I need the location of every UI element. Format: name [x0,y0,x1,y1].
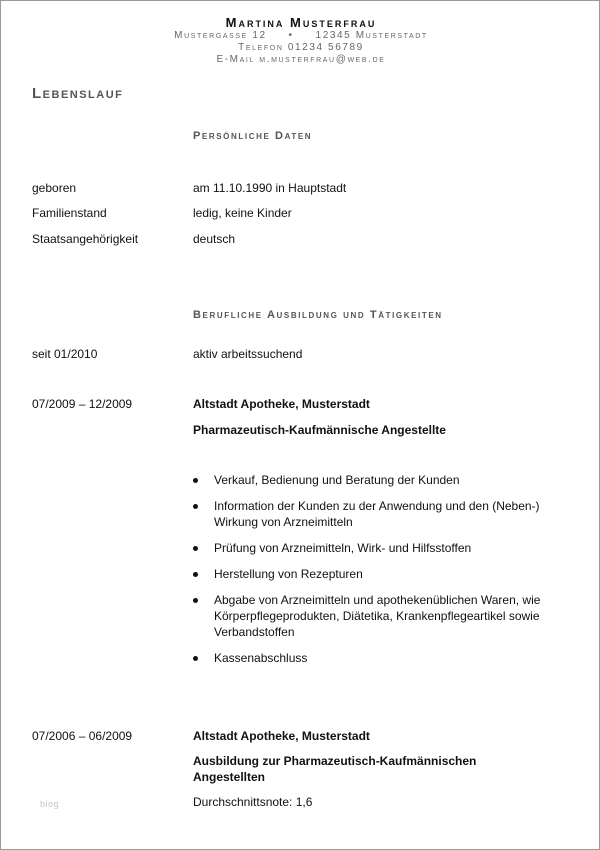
career-period-3: 07/2006 – 06/2009 [32,729,133,743]
personal-value-nationality: deutsch [193,232,236,246]
bullet-icon [193,504,198,509]
phone-line: Telefon 01234 56789 [238,42,364,53]
section-title-career: Berufliche Ausbildung und Tätigkeiten [193,309,443,321]
bullet-icon [193,546,198,551]
career-employer-3: Altstadt Apotheke, Musterstadt [193,729,370,743]
watermark: blog [40,799,60,809]
personal-value-marital: ledig, keine Kinder [193,206,292,220]
list-item: Verkauf, Bedienung und Beratung der Kunden [193,472,553,488]
career-period-2: 07/2009 – 12/2009 [32,397,133,411]
personal-label-marital: Familienstand [32,206,107,220]
list-item: Prüfung von Arzneimitteln, Wirk- und Hilfsstoffen [193,540,553,556]
career-position-3: Ausbildung zur Pharmazeutisch-Kaufmännischen Angestellten [193,754,477,784]
list-item: Information der Kunden zu der Anwendung und den (Neben-) Wirkung von Arzneimitteln [193,498,553,530]
section-title-personal: Persönliche Daten [193,130,313,142]
bullet-icon [193,656,198,661]
address-line: Mustergasse 12 • 12345 Musterstadt [174,30,428,41]
list-item: Abgabe von Arzneimitteln und apothekenüblichen Waren, wie Körperpflegeprodukten, Diätetika, Krankenpflegeartikel sowie Verbandstoffen [193,592,553,640]
bullet-icon [193,598,198,603]
list-item: Kassenabschluss [193,650,553,666]
personal-label-birth: geboren [32,181,77,195]
career-employer-2: Altstadt Apotheke, Musterstadt [193,397,370,411]
career-note-3: Durchschnittsnote: 1,6 [193,795,313,809]
career-position-2: Pharmazeutisch-Kaufmännische Angestellte [193,423,446,437]
task-list [193,472,553,676]
document-title: Lebenslauf [32,85,124,102]
list-item: Herstellung von Rezepturen [193,566,553,582]
personal-label-nationality: Staatsangehörigkeit [32,232,139,246]
personal-value-birth: am 11.10.1990 in Hauptstadt [193,181,347,195]
career-period-1: seit 01/2010 [32,347,98,361]
applicant-name: Martina Musterfrau [225,15,377,30]
bullet-icon [193,478,198,483]
bullet-icon [193,572,198,577]
career-status-1: aktiv arbeitssuchend [193,347,303,361]
cv-header [1,15,600,66]
email-line: E-Mail m.musterfrau@web.de [216,54,386,65]
